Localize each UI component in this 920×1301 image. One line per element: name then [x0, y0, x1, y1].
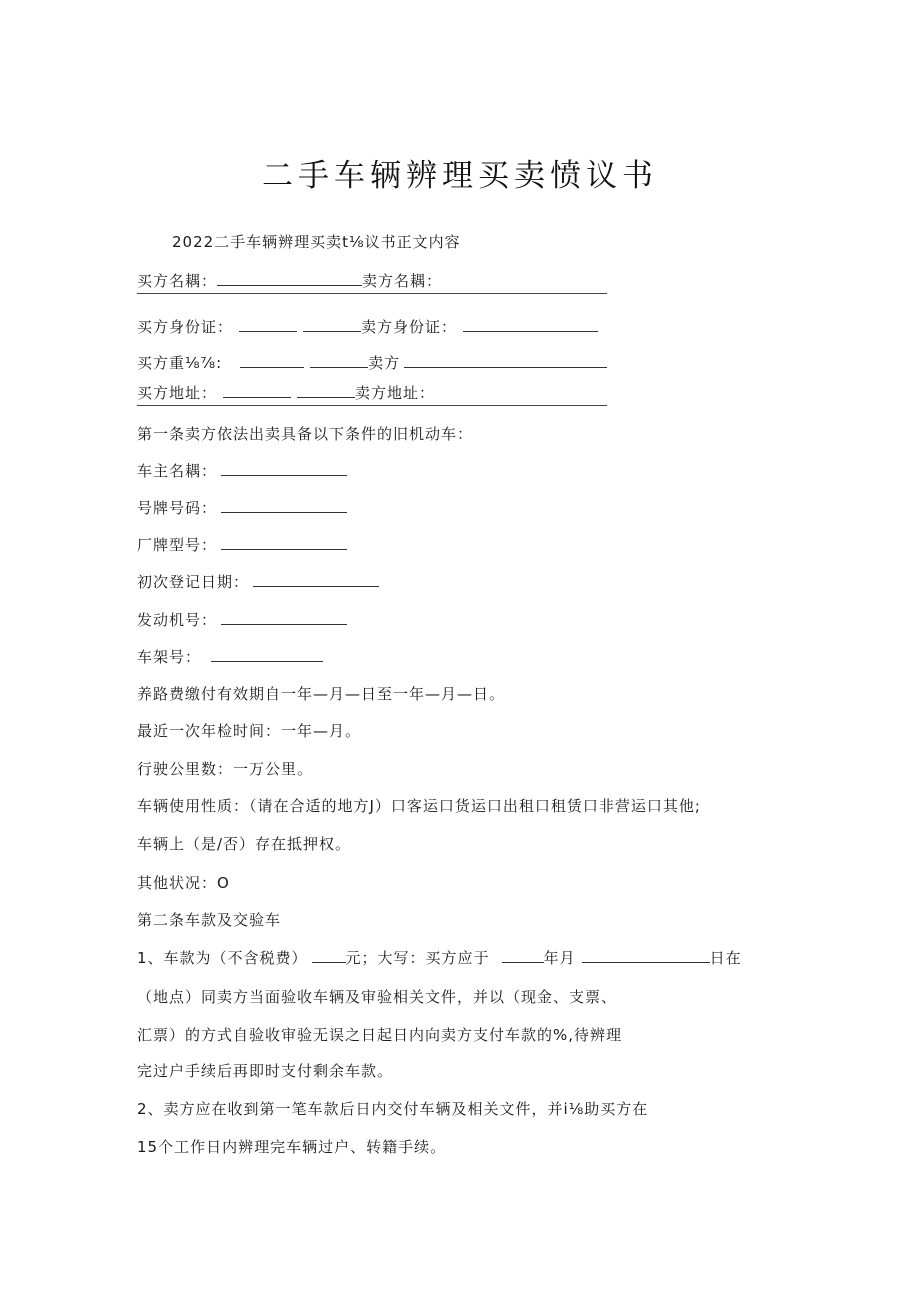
- price-label: 1、车款为（不含税费）: [137, 949, 308, 967]
- model-row: [137, 535, 347, 555]
- article2-heading: 第二条车款及交验车: [137, 911, 282, 929]
- buyer-address-label: 买方地址：: [137, 384, 218, 402]
- document-title: 二手车辆辨理买卖愤议书: [262, 158, 658, 194]
- buyer-phone-blank-2[interactable]: [310, 353, 368, 368]
- reg-date-label: 初次登记日期：: [137, 573, 250, 591]
- model-blank[interactable]: [221, 535, 347, 550]
- article1-heading: 第一条卖方依法出卖具备以下条件的旧机动车：: [137, 425, 474, 443]
- frame-blank[interactable]: [211, 647, 323, 662]
- buyer-id-blank-2[interactable]: [303, 317, 361, 332]
- document-subtitle: 2022二手车辆辨理买卖t⅛议书正文内容: [172, 233, 461, 251]
- year-month-label: 年月: [543, 949, 576, 967]
- plate-row: [137, 498, 347, 518]
- engine-row: [137, 610, 347, 630]
- inspection-text: 最近一次年检时间：一年—月。: [137, 722, 362, 740]
- buyer-phone-label: 买方重⅛⅞:: [137, 354, 223, 372]
- day-blank[interactable]: [582, 948, 710, 963]
- mileage-text: 行驶公里数：一万公里。: [137, 760, 314, 778]
- article2-p1-line1: [137, 948, 742, 968]
- buyer-id-blank-1[interactable]: [239, 317, 297, 332]
- other-status-text: 其他状况：O: [137, 874, 230, 892]
- price-blank[interactable]: [312, 948, 346, 963]
- buyer-seller-name-row: [137, 271, 607, 294]
- reg-date-blank[interactable]: [253, 572, 379, 587]
- plate-label: 号牌号码：: [137, 499, 218, 517]
- buyer-seller-address-row: [137, 383, 607, 406]
- price-words-label: 元；大写：买方应于: [345, 949, 490, 967]
- seller-id-label: 卖方身份证：: [361, 318, 458, 336]
- engine-label: 发动机号：: [137, 611, 218, 629]
- buyer-phone-blank-1[interactable]: [240, 353, 304, 368]
- buyer-name-label: 买方名耦：: [137, 272, 218, 290]
- buyer-id-label: 买方身份证：: [137, 318, 234, 336]
- seller-id-blank[interactable]: [463, 317, 598, 332]
- usage-text: 车辆使用性质：（请在合适的地方J）口客运口货运口出租口租赁口非营运口其他;: [137, 797, 701, 815]
- engine-blank[interactable]: [221, 610, 347, 625]
- mortgage-text: 车辆上（是/否）存在抵押权。: [137, 835, 352, 853]
- seller-phone-blank[interactable]: [404, 353, 607, 368]
- seller-address-label: 卖方地址：: [355, 384, 436, 402]
- buyer-address-blank-1[interactable]: [223, 383, 291, 398]
- owner-row: [137, 461, 347, 481]
- seller-name-label: 卖方名耦：: [362, 272, 443, 290]
- buyer-seller-phone-row: [137, 353, 607, 373]
- day-at-label: 日在: [709, 949, 742, 967]
- plate-blank[interactable]: [221, 498, 347, 513]
- article2-p1-line4: 完过户手续后再即时支付剩余车款。: [137, 1062, 394, 1080]
- reg-date-row: [137, 572, 379, 592]
- owner-blank[interactable]: [221, 461, 347, 476]
- year-blank[interactable]: [502, 948, 544, 963]
- frame-row: [137, 647, 323, 667]
- buyer-name-blank[interactable]: [217, 271, 362, 286]
- owner-label: 车主名耦：: [137, 462, 218, 480]
- article2-p2-line2: 15个工作日内辨理完车辆过户、转籍手续。: [137, 1138, 447, 1156]
- frame-label: 车架号：: [137, 648, 202, 666]
- article2-p2-line1: 2、卖方应在收到第一笔车款后日内交付车辆及相关文件，并i⅛助买方在: [137, 1100, 649, 1118]
- seller-phone-label: 卖方: [368, 354, 401, 372]
- article2-p1-line2: （地点）同卖方当面验收车辆及审验相关文件，并以（现金、支票、: [137, 988, 618, 1006]
- road-fee-text: 养路费缴付有效期自一年—月—日至一年—月—日。: [137, 685, 506, 703]
- model-label: 厂牌型号：: [137, 536, 218, 554]
- buyer-seller-id-row: [137, 317, 598, 337]
- article2-p1-line3: 汇票）的方式自验收审验无误之日起日内向卖方支付车款的%,待辨理: [137, 1026, 623, 1044]
- buyer-address-blank-2[interactable]: [297, 383, 355, 398]
